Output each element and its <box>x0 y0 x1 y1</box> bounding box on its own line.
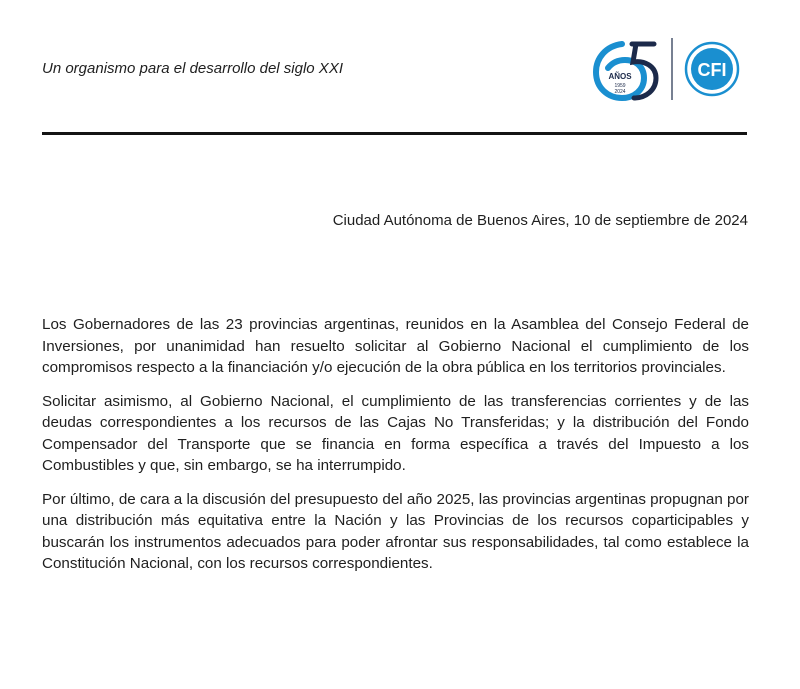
anniversary-label: AÑOS <box>608 72 632 81</box>
paragraph-2: Solicitar asimismo, al Gobierno Nacional, el cumplimiento de las transferencias corrientes y de las deudas correspondientes a los recursos de las Cajas No Transferidas; y la distribución del Fondo Compensador del Transporte que se financia en forma específica a través del Impuesto a los Combustibles y que, sin embargo, se ha interrumpido. <box>42 392 749 474</box>
anniversary-logo <box>592 36 762 102</box>
anniversary-year-start: 1959 <box>614 83 626 89</box>
cfi-logo-text: CFI <box>697 60 727 80</box>
logo-group <box>592 36 762 102</box>
header-rule <box>42 132 747 135</box>
paragraph-1: Los Gobernadores de las 23 provincias argentinas, reunidos en la Asamblea del Consejo Federal de Inversiones, por unanimidad han resuelto solicitar al Gobierno Nacional el cumplimiento de los compromisos respecto a la financiación y/o ejecución de la obra pública en los territorios provinciales. <box>42 316 749 376</box>
tagline: Un organismo para el desarrollo del siglo XXI <box>42 60 343 77</box>
date-line: Ciudad Autónoma de Buenos Aires, 10 de septiembre de 2024 <box>332 212 748 229</box>
letter-body <box>42 314 749 587</box>
anniversary-year-end: 2024 <box>614 89 626 95</box>
cfi-logo <box>686 43 738 95</box>
paragraph-3: Por último, de cara a la discusión del presupuesto del año 2025, las provincias argentinas propugnan por una distribución más equitativa entre la Nación y las Provincias de los recursos coparticipables y buscarán los instrumentos adecuados para poder afrontar sus responsabilidades, tal como establece la Constitución Nacional, con los recursos correspondientes. <box>42 490 749 572</box>
